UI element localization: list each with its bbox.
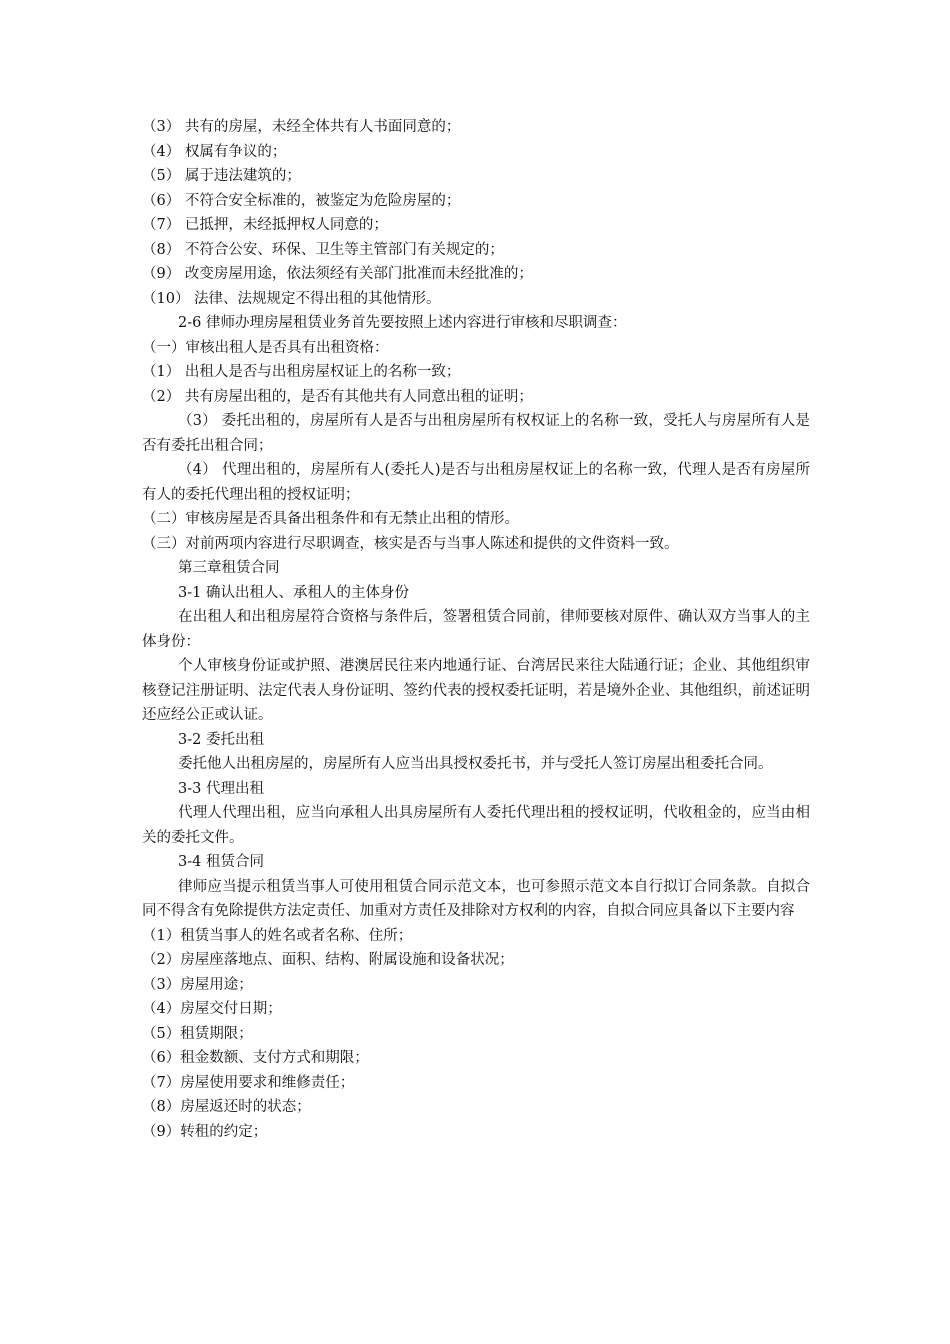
list-item: （7） 已抵押，未经抵押权人同意的；	[142, 217, 388, 233]
list-item: （1）租赁当事人的姓名或者名称、住所；	[142, 927, 413, 944]
list-item: （10） 法律、法规规定不得出租的其他情形。	[142, 290, 441, 307]
body-paragraph: 个人审核身份证或护照、港澳居民往来内地通行证、台湾居民来往大陆通行证；企业、其他组织审核登记注册证明、法定代表人身份证明、签约代表的授权委托证明，若是境外企业、其他组织，前述证明还应经公正或认证。	[142, 658, 810, 723]
list-item: （5）租赁期限；	[142, 1025, 253, 1042]
list-item: （9）转租的约定；	[142, 1123, 268, 1140]
body-paragraph: 代理人代理出租，应当向承租人出具房屋所有人委托代理出租的授权证明，代收租金的，应当由相关的委托文件。	[142, 805, 810, 846]
body-paragraph: 律师应当提示租赁当事人可使用租赁合同示范文本，也可参照示范文本自行拟订合同条款。自拟合同不得含有免除提供方法定责任、加重对方责任及排除对方权利的内容，自拟合同应具备以下主要内容	[142, 878, 810, 919]
list-item: （3） 委托出租的，房屋所有人是否与出租房屋所有权权证上的名称一致，受托人与房屋所有人是否有委托出租合同；	[142, 413, 810, 454]
list-item: （一）审核出租人是否具有出租资格：	[142, 339, 389, 356]
list-item: （3）房屋用途；	[142, 976, 253, 993]
list-item: （3） 共有的房屋，未经全体共有人书面同意的；	[142, 119, 461, 135]
section-heading: 3-2 委托出租	[178, 731, 264, 748]
list-item: （7）房屋使用要求和维修责任；	[142, 1074, 355, 1091]
body-paragraph: 在出租人和出租房屋符合资格与条件后，签署租赁合同前，律师要核对原件、确认双方当事人的主体身份：	[142, 609, 810, 650]
list-item: （9） 改变房屋用途，依法须经有关部门批准而未经批准的；	[142, 266, 533, 282]
list-item: （4）房屋交付日期；	[142, 1001, 282, 1017]
list-item: （2）房屋座落地点、面积、结构、附属设施和设备状况；	[142, 952, 514, 968]
body-paragraph: 委托他人出租房屋的，房屋所有人应当出具授权委托书，并与受托人签订房屋出租委托合同。	[178, 756, 773, 772]
list-item: （二）审核房屋是否具备出租条件和有无禁止出租的情形。	[142, 511, 519, 527]
list-item: （1） 出租人是否与出租房屋权证上的名称一致；	[142, 364, 461, 380]
section-heading: 3-4 租赁合同	[178, 854, 264, 870]
list-item: （三）对前两项内容进行尽职调查，核实是否与当事人陈述和提供的文件资料一致。	[142, 535, 679, 552]
section-heading: 3-3 代理出租	[178, 780, 264, 797]
list-item: （6）租金数额、支付方式和期限；	[142, 1050, 369, 1066]
list-item: （4） 代理出租的，房屋所有人(委托人)是否与出租房屋权证上的名称一致，代理人是否有房屋所有人的委托代理出租的授权证明；	[142, 462, 810, 503]
document-body	[142, 115, 810, 1144]
list-item: （2） 共有房屋出租的，是否有其他共有人同意出租的证明；	[142, 388, 533, 405]
list-item: （8） 不符合公安、环保、卫生等主管部门有关规定的；	[142, 241, 504, 258]
list-item: （6） 不符合安全标准的，被鉴定为危险房屋的；	[142, 192, 461, 209]
list-item: （5） 属于违法建筑的；	[142, 168, 301, 184]
section-heading: 2-6 律师办理房屋租赁业务首先要按照上述内容进行审核和尽职调查：	[178, 315, 627, 331]
chapter-heading: 第三章租赁合同	[178, 560, 280, 576]
section-heading: 3-1 确认出租人、承租人的主体身份	[178, 584, 409, 601]
list-item: （8）房屋返还时的状态；	[142, 1099, 311, 1115]
list-item: （4） 权属有争议的；	[142, 143, 287, 160]
